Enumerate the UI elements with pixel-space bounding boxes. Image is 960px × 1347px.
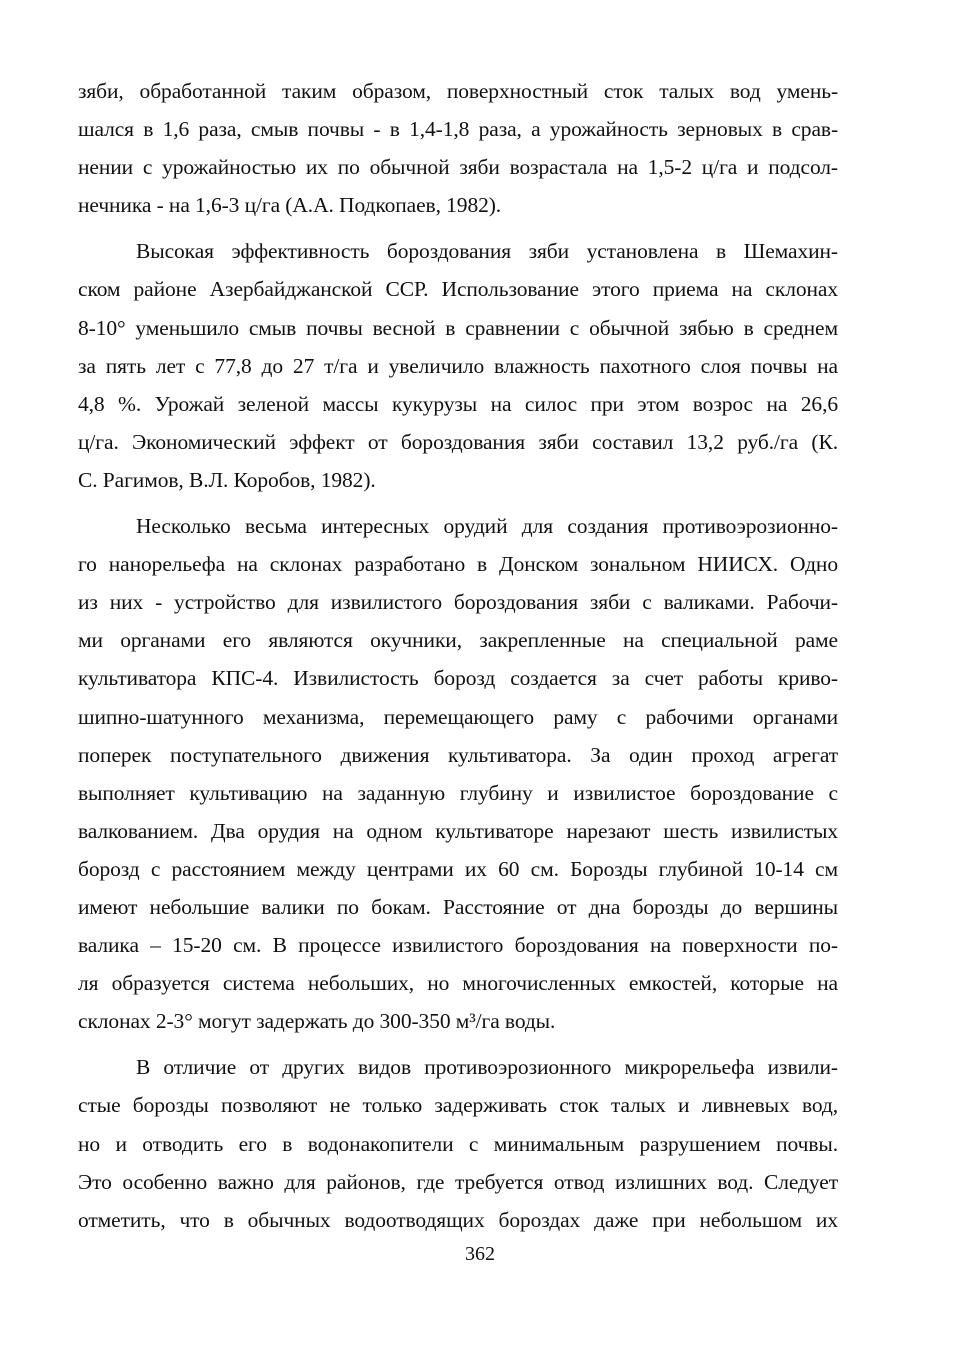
- text-line: выполняет культивацию на заданную глубину и извилистое бороздование с: [78, 780, 838, 805]
- text-line: В отличие от других видов противоэрозионного микрорельефа извили-: [136, 1055, 838, 1080]
- text-line: культиватора КПС-4. Извилистость борозд создается за счет работы криво-: [78, 666, 838, 691]
- text-line: 4,8 %. Урожай зеленой массы кукурузы на силос при этом возрос на 26,6: [78, 391, 838, 416]
- text-line: имеют небольшие валики по бокам. Расстояние от дна борозды до вершины: [78, 894, 838, 919]
- text-line: ми органами его являются окучники, закрепленные на специальной раме: [78, 628, 838, 653]
- text-line: ц/га. Экономический эффект от бороздования зяби составил 13,2 руб./га (К.: [78, 429, 838, 454]
- text-line: ля образуется система небольших, но многочисленных емкостей, которые на: [78, 971, 838, 996]
- text-line: С. Рагимов, В.Л. Коробов, 1982).: [78, 467, 376, 492]
- text-line: нении с урожайностью их по обычной зяби возрастала на 1,5-2 ц/га и подсол-: [78, 155, 838, 180]
- text-line: стые борозды позволяют не только задерживать сток талых и ливневых вод,: [78, 1093, 838, 1118]
- paragraph-3: [78, 507, 838, 1040]
- text-line: валика – 15-20 см. В процессе извилистого бороздования на поверхности по-: [78, 933, 838, 958]
- paragraph-gap: [78, 499, 838, 507]
- text-line: Это особенно важно для районов, где требуется отвод излишних вод. Следует: [78, 1169, 838, 1194]
- text-line: отметить, что в обычных водоотводящих бороздах даже при небольшом их: [78, 1207, 838, 1232]
- paragraph-2: [78, 232, 838, 499]
- paragraph-gap: [78, 1040, 838, 1048]
- paragraph-1: [78, 72, 838, 224]
- text-line: нечника - на 1,6-3 ц/га (А.А. Подкопаев, 1982).: [78, 193, 502, 218]
- page-number: 362: [465, 1243, 495, 1265]
- text-line: склонах 2-3° могут задержать до 300-350 м³/га воды.: [78, 1009, 556, 1034]
- paragraph-gap: [78, 224, 838, 232]
- text-line: Высокая эффективность бороздования зяби установлена в Шемахин-: [136, 239, 838, 264]
- text-line: шался в 1,6 раза, смыв почвы - в 1,4-1,8 раза, а урожайность зерновых в срав-: [78, 117, 838, 142]
- text-line: 8-10° уменьшило смыв почвы весной в сравнении с обычной зябью в среднем: [78, 315, 838, 340]
- text-line: Несколько весьма интересных орудий для создания противоэрозионно-: [136, 514, 838, 539]
- text-line: поперек поступательного движения культиватора. За один проход агрегат: [78, 742, 838, 767]
- document-body: [78, 72, 838, 1239]
- text-line: шипно-шатунного механизма, перемещающего раму с рабочими органами: [78, 704, 838, 729]
- text-line: зяби, обработанной таким образом, поверхностный сток талых вод умень-: [78, 79, 838, 103]
- text-line: борозд с расстоянием между центрами их 60 см. Борозды глубиной 10-14 см: [78, 856, 838, 881]
- text-line: валкованием. Два орудия на одном культиваторе нарезают шесть извилистых: [78, 818, 838, 843]
- text-line: из них - устройство для извилистого бороздования зяби с валиками. Рабочи-: [78, 590, 838, 615]
- text-line: ском районе Азербайджанской ССР. Использование этого приема на склонах: [78, 277, 838, 302]
- paragraph-4: [78, 1048, 838, 1238]
- text-line: го нанорельефа на склонах разработано в Донском зональном НИИСХ. Одно: [78, 552, 838, 577]
- text-line: за пять лет с 77,8 до 27 т/га и увеличило влажность пахотного слоя почвы на: [78, 353, 838, 378]
- text-line: но и отводить его в водонакопители с минимальным разрушением почвы.: [78, 1131, 838, 1156]
